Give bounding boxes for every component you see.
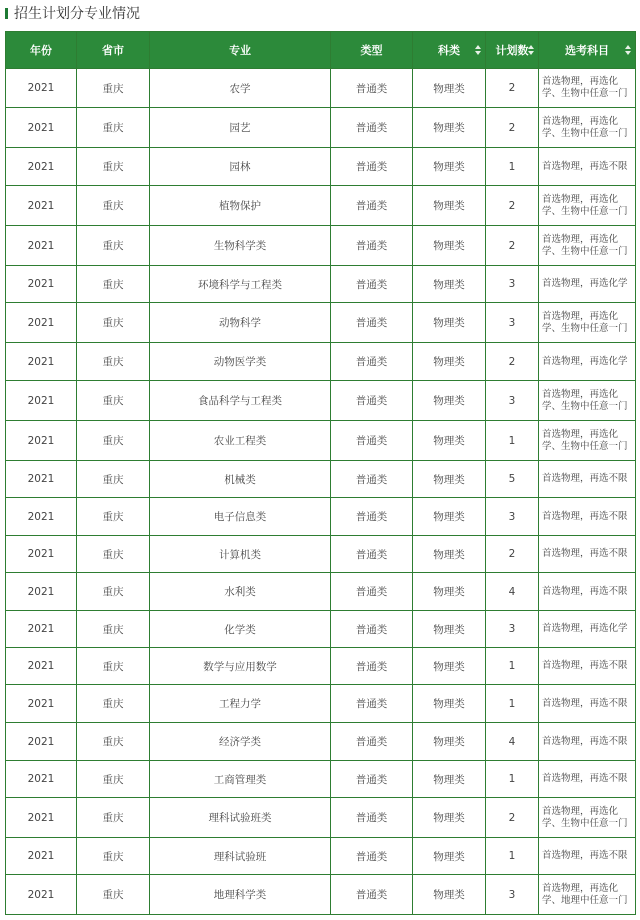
cell-subjects: 首选物理，再选化学、生物中任意一门 [539, 798, 636, 838]
cell-major: 化学类 [150, 611, 331, 648]
cell-year: 2021 [6, 573, 77, 611]
cell-type: 普通类 [331, 421, 413, 461]
table-row [6, 108, 636, 148]
cell-province: 重庆 [77, 498, 150, 536]
cell-subjects: 首选物理，再选化学、生物中任意一门 [539, 421, 636, 461]
cell-subjects: 首选物理，再选不限 [539, 648, 636, 685]
cell-year: 2021 [6, 421, 77, 461]
cell-type: 普通类 [331, 148, 413, 186]
cell-category: 物理类 [413, 226, 486, 266]
table-row [6, 798, 636, 838]
table-row [6, 421, 636, 461]
cell-major: 数学与应用数学 [150, 648, 331, 685]
cell-category: 物理类 [413, 266, 486, 303]
cell-major: 理科试验班类 [150, 798, 331, 838]
cell-subjects: 首选物理，再选不限 [539, 685, 636, 723]
cell-province: 重庆 [77, 461, 150, 498]
cell-subjects: 首选物理，再选不限 [539, 148, 636, 186]
cell-province: 重庆 [77, 108, 150, 148]
cell-category: 物理类 [413, 611, 486, 648]
cell-plan: 1 [486, 648, 539, 685]
cell-province: 重庆 [77, 838, 150, 875]
cell-subjects: 首选物理，再选化学、生物中任意一门 [539, 381, 636, 421]
cell-province: 重庆 [77, 761, 150, 798]
cell-category: 物理类 [413, 536, 486, 573]
cell-major: 动物医学类 [150, 343, 331, 381]
col-header-major: 专业 [150, 32, 331, 69]
col-header-category[interactable]: 科类 [413, 32, 486, 69]
cell-category: 物理类 [413, 573, 486, 611]
cell-province: 重庆 [77, 343, 150, 381]
cell-major: 园艺 [150, 108, 331, 148]
cell-plan: 3 [486, 303, 539, 343]
cell-plan: 2 [486, 343, 539, 381]
table-row [6, 611, 636, 648]
cell-province: 重庆 [77, 573, 150, 611]
cell-year: 2021 [6, 266, 77, 303]
cell-subjects: 首选物理，再选不限 [539, 498, 636, 536]
table-row [6, 226, 636, 266]
cell-subjects: 首选物理，再选化学、生物中任意一门 [539, 303, 636, 343]
cell-province: 重庆 [77, 611, 150, 648]
cell-subjects: 首选物理，再选化学、生物中任意一门 [539, 226, 636, 266]
cell-category: 物理类 [413, 148, 486, 186]
cell-year: 2021 [6, 498, 77, 536]
table-row [6, 461, 636, 498]
cell-province: 重庆 [77, 266, 150, 303]
col-header-year: 年份 [6, 32, 77, 69]
table-row [6, 838, 636, 875]
cell-type: 普通类 [331, 108, 413, 148]
cell-plan: 1 [486, 421, 539, 461]
table-row [6, 685, 636, 723]
cell-major: 水利类 [150, 573, 331, 611]
table-row [6, 573, 636, 611]
cell-year: 2021 [6, 648, 77, 685]
cell-plan: 5 [486, 461, 539, 498]
cell-major: 动物科学 [150, 303, 331, 343]
cell-subjects: 首选物理，再选化学、生物中任意一门 [539, 69, 636, 108]
table-header-row [6, 32, 636, 69]
cell-type: 普通类 [331, 343, 413, 381]
table-row [6, 148, 636, 186]
table-row [6, 186, 636, 226]
col-header-plan[interactable]: 计划数 [486, 32, 539, 69]
cell-province: 重庆 [77, 798, 150, 838]
table-row [6, 648, 636, 685]
cell-major: 计算机类 [150, 536, 331, 573]
cell-year: 2021 [6, 461, 77, 498]
col-header-subjects[interactable]: 选考科目 [539, 32, 636, 69]
cell-plan: 3 [486, 498, 539, 536]
cell-major: 机械类 [150, 461, 331, 498]
cell-type: 普通类 [331, 723, 413, 761]
enrollment-plan-table [5, 31, 636, 915]
cell-type: 普通类 [331, 648, 413, 685]
cell-category: 物理类 [413, 421, 486, 461]
cell-plan: 2 [486, 798, 539, 838]
heading-marker-icon [5, 8, 8, 19]
table-row [6, 536, 636, 573]
table-row [6, 266, 636, 303]
cell-year: 2021 [6, 838, 77, 875]
cell-major: 地理科学类 [150, 875, 331, 915]
cell-major: 环境科学与工程类 [150, 266, 331, 303]
cell-province: 重庆 [77, 723, 150, 761]
cell-category: 物理类 [413, 381, 486, 421]
cell-category: 物理类 [413, 685, 486, 723]
table-row [6, 875, 636, 915]
cell-category: 物理类 [413, 303, 486, 343]
cell-plan: 2 [486, 108, 539, 148]
cell-type: 普通类 [331, 303, 413, 343]
cell-plan: 3 [486, 875, 539, 915]
cell-plan: 2 [486, 226, 539, 266]
cell-category: 物理类 [413, 838, 486, 875]
cell-category: 物理类 [413, 798, 486, 838]
cell-year: 2021 [6, 536, 77, 573]
cell-subjects: 首选物理，再选化学、地理中任意一门 [539, 875, 636, 915]
cell-type: 普通类 [331, 761, 413, 798]
cell-plan: 1 [486, 685, 539, 723]
cell-type: 普通类 [331, 838, 413, 875]
cell-plan: 3 [486, 611, 539, 648]
cell-category: 物理类 [413, 648, 486, 685]
cell-year: 2021 [6, 761, 77, 798]
cell-category: 物理类 [413, 343, 486, 381]
cell-major: 园林 [150, 148, 331, 186]
cell-major: 理科试验班 [150, 838, 331, 875]
cell-category: 物理类 [413, 723, 486, 761]
cell-province: 重庆 [77, 685, 150, 723]
cell-type: 普通类 [331, 875, 413, 915]
cell-year: 2021 [6, 875, 77, 915]
cell-type: 普通类 [331, 69, 413, 108]
section-heading [5, 4, 140, 22]
cell-category: 物理类 [413, 186, 486, 226]
cell-province: 重庆 [77, 875, 150, 915]
cell-plan: 4 [486, 573, 539, 611]
cell-major: 农学 [150, 69, 331, 108]
table-row [6, 303, 636, 343]
table-row [6, 381, 636, 421]
table-row [6, 761, 636, 798]
page-title: 招生计划分专业情况 [14, 6, 140, 22]
cell-subjects: 首选物理，再选化学 [539, 343, 636, 381]
cell-subjects: 首选物理，再选不限 [539, 838, 636, 875]
cell-province: 重庆 [77, 648, 150, 685]
cell-plan: 2 [486, 536, 539, 573]
cell-year: 2021 [6, 69, 77, 108]
cell-year: 2021 [6, 723, 77, 761]
cell-major: 生物科学类 [150, 226, 331, 266]
cell-year: 2021 [6, 303, 77, 343]
cell-category: 物理类 [413, 498, 486, 536]
cell-type: 普通类 [331, 536, 413, 573]
cell-province: 重庆 [77, 148, 150, 186]
cell-major: 工商管理类 [150, 761, 331, 798]
cell-type: 普通类 [331, 611, 413, 648]
cell-major: 经济学类 [150, 723, 331, 761]
cell-plan: 1 [486, 838, 539, 875]
cell-year: 2021 [6, 226, 77, 266]
cell-major: 植物保护 [150, 186, 331, 226]
cell-subjects: 首选物理，再选不限 [539, 723, 636, 761]
sort-icon[interactable] [625, 45, 631, 55]
cell-year: 2021 [6, 108, 77, 148]
cell-category: 物理类 [413, 761, 486, 798]
cell-plan: 4 [486, 723, 539, 761]
cell-type: 普通类 [331, 226, 413, 266]
cell-province: 重庆 [77, 226, 150, 266]
sort-icon[interactable] [475, 45, 481, 55]
cell-year: 2021 [6, 611, 77, 648]
cell-major: 农业工程类 [150, 421, 331, 461]
cell-subjects: 首选物理，再选不限 [539, 536, 636, 573]
cell-type: 普通类 [331, 498, 413, 536]
cell-plan: 2 [486, 186, 539, 226]
cell-category: 物理类 [413, 875, 486, 915]
cell-category: 物理类 [413, 461, 486, 498]
cell-subjects: 首选物理，再选化学、生物中任意一门 [539, 186, 636, 226]
cell-province: 重庆 [77, 381, 150, 421]
cell-type: 普通类 [331, 186, 413, 226]
cell-plan: 1 [486, 761, 539, 798]
cell-subjects: 首选物理，再选化学 [539, 611, 636, 648]
cell-province: 重庆 [77, 186, 150, 226]
cell-province: 重庆 [77, 69, 150, 108]
cell-subjects: 首选物理，再选化学 [539, 266, 636, 303]
cell-type: 普通类 [331, 798, 413, 838]
cell-category: 物理类 [413, 69, 486, 108]
table-row [6, 343, 636, 381]
cell-subjects: 首选物理，再选不限 [539, 761, 636, 798]
cell-subjects: 首选物理，再选不限 [539, 573, 636, 611]
cell-province: 重庆 [77, 303, 150, 343]
cell-type: 普通类 [331, 461, 413, 498]
cell-plan: 1 [486, 148, 539, 186]
cell-type: 普通类 [331, 573, 413, 611]
cell-subjects: 首选物理，再选化学、生物中任意一门 [539, 108, 636, 148]
col-header-province: 省市 [77, 32, 150, 69]
sort-icon[interactable] [528, 45, 534, 55]
cell-year: 2021 [6, 343, 77, 381]
cell-year: 2021 [6, 381, 77, 421]
cell-year: 2021 [6, 685, 77, 723]
cell-plan: 3 [486, 381, 539, 421]
cell-province: 重庆 [77, 421, 150, 461]
cell-year: 2021 [6, 186, 77, 226]
table-body [6, 69, 636, 915]
cell-type: 普通类 [331, 266, 413, 303]
cell-province: 重庆 [77, 536, 150, 573]
table-row [6, 69, 636, 108]
cell-category: 物理类 [413, 108, 486, 148]
table-row [6, 498, 636, 536]
cell-subjects: 首选物理，再选不限 [539, 461, 636, 498]
cell-major: 电子信息类 [150, 498, 331, 536]
cell-plan: 2 [486, 69, 539, 108]
col-header-type: 类型 [331, 32, 413, 69]
cell-major: 食品科学与工程类 [150, 381, 331, 421]
cell-type: 普通类 [331, 381, 413, 421]
cell-plan: 3 [486, 266, 539, 303]
cell-major: 工程力学 [150, 685, 331, 723]
table-row [6, 723, 636, 761]
cell-year: 2021 [6, 798, 77, 838]
cell-type: 普通类 [331, 685, 413, 723]
cell-year: 2021 [6, 148, 77, 186]
